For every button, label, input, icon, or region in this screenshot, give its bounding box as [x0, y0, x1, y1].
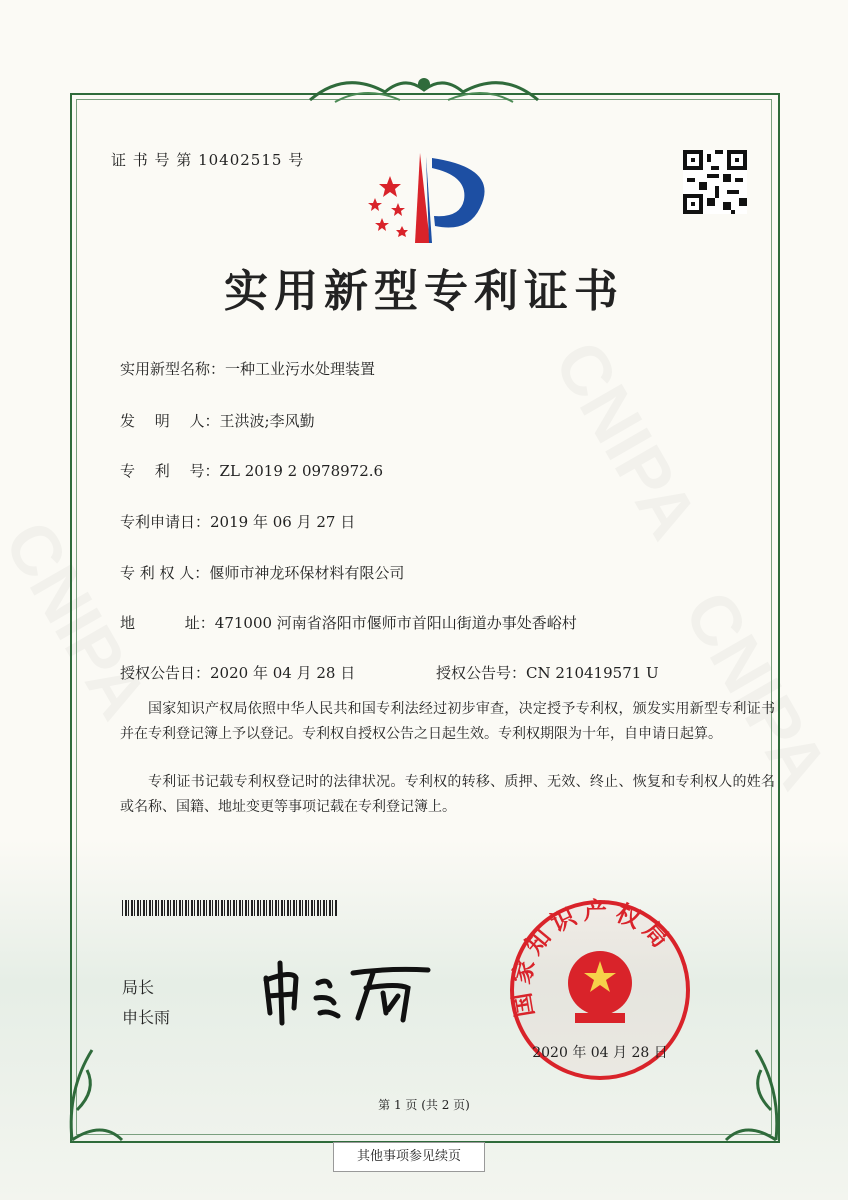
- field-value: 2020 年 04 月 28 日: [210, 664, 356, 682]
- field-label: 发 明 人：: [120, 412, 220, 430]
- field-value: 偃师市神龙环保材料有限公司: [209, 564, 405, 582]
- field-application-date: [120, 511, 355, 532]
- field-patentee: [120, 562, 404, 583]
- page-indicator: 第 1 页 (共 2 页): [378, 1098, 470, 1112]
- field-label: 专 利 权 人：: [120, 564, 210, 582]
- field-grant-date: [120, 662, 355, 683]
- field-value: 王洪波;李风勤: [219, 412, 315, 430]
- director-title: 局长: [122, 978, 155, 997]
- top-ornament-icon: [305, 70, 543, 110]
- field-label: 地 址：: [120, 614, 215, 632]
- corner-ornament-icon: [62, 1030, 132, 1150]
- seal-text: 国家知识产权局: [506, 896, 679, 1019]
- field-label: 实用新型名称：: [120, 360, 226, 378]
- director-name: 申长雨: [122, 1008, 171, 1027]
- certificate-number: 证 书 号 第 10402515 号: [111, 151, 305, 169]
- certificate-title: 实用新型专利证书: [224, 266, 624, 317]
- field-label: 专利申请日：: [120, 513, 211, 531]
- field-patent-number: [120, 460, 383, 481]
- field-label: 专 利 号：: [120, 462, 220, 480]
- field-value: CN 210419571 U: [526, 664, 659, 682]
- qr-code-icon: [683, 150, 747, 214]
- field-label: 授权公告号：: [436, 664, 527, 682]
- corner-ornament-icon: [716, 1030, 786, 1150]
- seal-date: 2020 年 04 月 28 日: [532, 1045, 668, 1061]
- field-value: 2019 年 06 月 27 日: [210, 513, 356, 531]
- cnipa-logo-icon: [360, 148, 490, 248]
- field-announcement-number: [436, 662, 659, 683]
- signature-icon: [258, 958, 438, 1028]
- paragraph-legal-status: 专利证书记载专利权登记时的法律状况。专利权的转移、质押、无效、终止、恢复和专利权人的姓名或名称、国籍、地址变更等事项记载在专利登记簿上。: [120, 774, 775, 815]
- field-value: 471000 河南省洛阳市偃师市首阳山街道办事处香峪村: [214, 614, 577, 632]
- paragraph-grant-statement: 国家知识产权局依照中华人民共和国专利法经过初步审查，决定授予专利权，颁发实用新型专利证书并在专利登记簿上予以登记。专利权自授权公告之日起生效。专利权期限为十年，自申请日起算。: [120, 701, 775, 742]
- footer-note: 其他事项参见续页: [333, 1142, 485, 1172]
- field-address: [120, 612, 577, 633]
- field-inventors: [120, 410, 315, 431]
- field-utility-model-name: [120, 358, 375, 379]
- field-label: 授权公告日：: [120, 664, 211, 682]
- field-value: ZL 2019 2 0978972.6: [219, 462, 384, 480]
- barcode: [122, 900, 337, 916]
- field-value: 一种工业污水处理装置: [225, 360, 376, 378]
- official-seal-icon: [505, 895, 695, 1085]
